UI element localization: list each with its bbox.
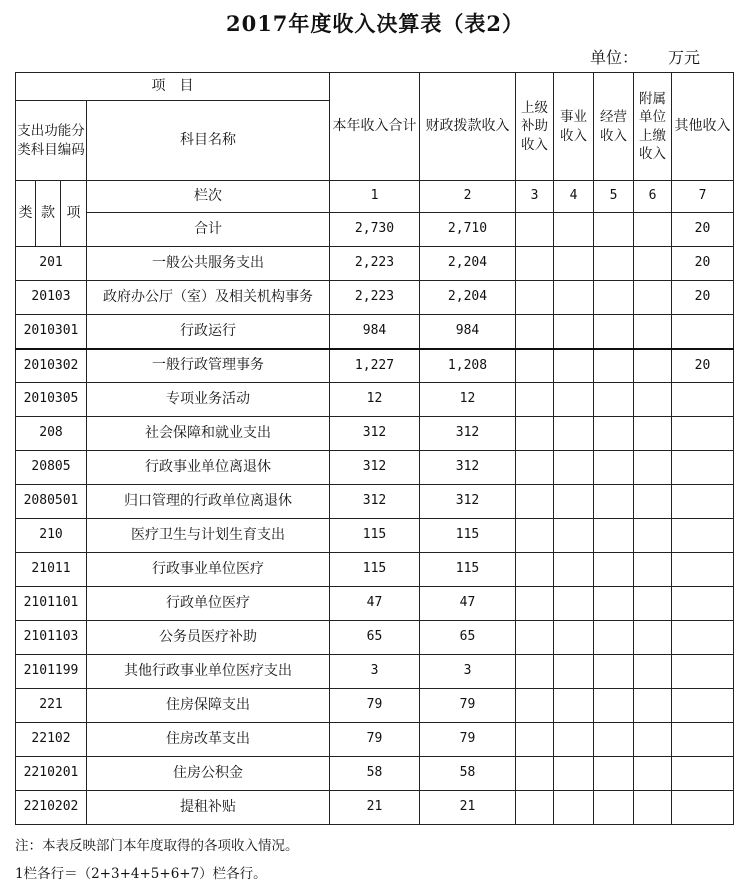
row-fiscal: 21 [420,791,516,825]
row-operating [594,757,634,791]
unit-caption: 单位： [590,48,639,67]
col-number-2: 2 [420,181,516,213]
table-row [16,791,734,825]
row-operating [594,519,634,553]
header-lanci: 栏次 [87,181,330,213]
row-superior [516,757,554,791]
row-fiscal: 115 [420,519,516,553]
row-business [554,451,594,485]
row-fiscal: 115 [420,553,516,587]
col-number-5: 5 [594,181,634,213]
table-row [16,655,734,689]
row-subsidiary [634,247,672,281]
row-subsidiary [634,451,672,485]
row-fiscal: 3 [420,655,516,689]
header-lei: 类 [16,181,36,247]
row-subsidiary [634,791,672,825]
row-operating [594,247,634,281]
row-operating [594,485,634,519]
row-total: 2,223 [330,247,420,281]
row-other [672,417,734,451]
row-other [672,655,734,689]
row-fiscal: 984 [420,315,516,349]
row-code: 221 [16,689,87,723]
row-business [554,281,594,315]
row-total: 79 [330,723,420,757]
row-name: 行政事业单位医疗 [87,553,330,587]
row-name: 行政运行 [87,315,330,349]
row-other [672,757,734,791]
col-number-1: 1 [330,181,420,213]
row-total: 47 [330,587,420,621]
row-total: 21 [330,791,420,825]
row-other [672,451,734,485]
row-superior [516,519,554,553]
page-title: 2017年度收入决算表（表2） [225,11,525,36]
row-operating [594,451,634,485]
row-code: 2101199 [16,655,87,689]
total-row-superior [516,213,554,247]
total-row-other: 20 [672,213,734,247]
row-superior [516,553,554,587]
row-code: 210 [16,519,87,553]
row-name: 住房改革支出 [87,723,330,757]
income-table [15,72,734,825]
row-superior [516,655,554,689]
row-superior [516,417,554,451]
row-code: 2010301 [16,315,87,349]
row-name: 社会保障和就业支出 [87,417,330,451]
row-total: 115 [330,519,420,553]
row-fiscal: 79 [420,723,516,757]
row-operating [594,689,634,723]
row-business [554,247,594,281]
row-subsidiary [634,587,672,621]
table-row [16,689,734,723]
header-name: 科目名称 [87,101,330,181]
header-fiscal: 财政拨款收入 [420,73,516,181]
row-subsidiary [634,281,672,315]
row-fiscal: 79 [420,689,516,723]
row-superior [516,281,554,315]
header-item: 项 目 [16,73,330,101]
table-row [16,723,734,757]
row-name: 提租补贴 [87,791,330,825]
row-total: 312 [330,417,420,451]
row-code: 2101101 [16,587,87,621]
row-superior [516,315,554,349]
row-operating [594,553,634,587]
row-fiscal: 58 [420,757,516,791]
row-superior [516,383,554,417]
row-name: 行政事业单位离退休 [87,451,330,485]
total-row-subsidiary [634,213,672,247]
row-other [672,689,734,723]
row-code: 20805 [16,451,87,485]
row-name: 公务员医疗补助 [87,621,330,655]
total-row-label: 合计 [87,213,330,247]
row-fiscal: 65 [420,621,516,655]
total-row-operating [594,213,634,247]
row-other: 20 [672,247,734,281]
row-total: 65 [330,621,420,655]
row-business [554,757,594,791]
row-superior [516,485,554,519]
row-subsidiary [634,723,672,757]
row-subsidiary [634,349,672,383]
row-operating [594,655,634,689]
row-name: 医疗卫生与计划生育支出 [87,519,330,553]
row-subsidiary [634,519,672,553]
row-other [672,553,734,587]
row-code: 201 [16,247,87,281]
row-subsidiary [634,621,672,655]
row-other [672,315,734,349]
row-name: 行政单位医疗 [87,587,330,621]
row-code: 2210202 [16,791,87,825]
row-total: 79 [330,689,420,723]
header-total: 本年收入合计 [330,73,420,181]
table-row [16,281,734,315]
row-total: 1,227 [330,349,420,383]
table-row [16,315,734,349]
table-row [16,587,734,621]
row-total: 12 [330,383,420,417]
row-superior [516,621,554,655]
row-subsidiary [634,757,672,791]
row-subsidiary [634,315,672,349]
row-subsidiary [634,689,672,723]
row-business [554,723,594,757]
row-business [554,383,594,417]
total-row-total: 2,730 [330,213,420,247]
row-other: 20 [672,281,734,315]
row-total: 2,223 [330,281,420,315]
row-name: 一般公共服务支出 [87,247,330,281]
row-fiscal: 312 [420,485,516,519]
col-number-4: 4 [554,181,594,213]
row-name: 住房保障支出 [87,689,330,723]
col-number-3: 3 [516,181,554,213]
row-fiscal: 312 [420,417,516,451]
row-subsidiary [634,383,672,417]
row-code: 22102 [16,723,87,757]
row-superior [516,791,554,825]
row-name: 政府办公厅（室）及相关机构事务 [87,281,330,315]
table-row [16,485,734,519]
table-row [16,621,734,655]
header-kuan: 款 [36,181,61,247]
row-operating [594,417,634,451]
row-fiscal: 2,204 [420,247,516,281]
row-business [554,349,594,383]
row-subsidiary [634,553,672,587]
total-row-fiscal: 2,710 [420,213,516,247]
row-total: 115 [330,553,420,587]
row-superior [516,349,554,383]
row-other [672,723,734,757]
note-line-1: 注：本表反映部门本年度取得的各项收入情况。 [15,838,299,854]
row-other [672,587,734,621]
row-total: 3 [330,655,420,689]
row-code: 2080501 [16,485,87,519]
header-business: 事业收入 [554,73,594,181]
row-business [554,485,594,519]
table-row [16,519,734,553]
row-total: 312 [330,451,420,485]
row-business [554,315,594,349]
row-operating [594,315,634,349]
table-row [16,417,734,451]
row-business [554,655,594,689]
row-name: 其他行政事业单位医疗支出 [87,655,330,689]
unit-label [590,45,700,68]
row-business [554,621,594,655]
row-other [672,621,734,655]
col-number-7: 7 [672,181,734,213]
row-name: 专项业务活动 [87,383,330,417]
row-code: 2010302 [16,349,87,383]
row-operating [594,587,634,621]
row-code: 2010305 [16,383,87,417]
header-superior: 上级补助收入 [516,73,554,181]
header-other: 其他收入 [672,73,734,181]
row-name: 归口管理的行政单位离退休 [87,485,330,519]
row-operating [594,791,634,825]
row-business [554,791,594,825]
row-superior [516,247,554,281]
header-xiang: 项 [61,181,87,247]
table-row [16,383,734,417]
table-row [16,757,734,791]
row-code: 2210201 [16,757,87,791]
row-superior [516,723,554,757]
row-code: 21011 [16,553,87,587]
row-fiscal: 1,208 [420,349,516,383]
row-code: 20103 [16,281,87,315]
row-business [554,519,594,553]
table-row [16,247,734,281]
table-row [16,451,734,485]
row-other [672,383,734,417]
row-fiscal: 12 [420,383,516,417]
row-fiscal: 312 [420,451,516,485]
row-subsidiary [634,655,672,689]
row-code: 2101103 [16,621,87,655]
row-business [554,553,594,587]
row-subsidiary [634,485,672,519]
row-fiscal: 47 [420,587,516,621]
row-operating [594,621,634,655]
row-name: 一般行政管理事务 [87,349,330,383]
header-subsidiary: 附属单位上缴收入 [634,73,672,181]
row-code: 208 [16,417,87,451]
total-row-business [554,213,594,247]
row-business [554,587,594,621]
row-operating [594,383,634,417]
row-business [554,689,594,723]
table-row [16,349,734,383]
header-operating: 经营收入 [594,73,634,181]
row-other: 20 [672,349,734,383]
note-line-2: 1栏各行＝（2+3+4+5+6+7）栏各行。 [15,866,267,882]
row-subsidiary [634,417,672,451]
row-total: 312 [330,485,420,519]
row-fiscal: 2,204 [420,281,516,315]
row-operating [594,349,634,383]
row-superior [516,587,554,621]
col-number-6: 6 [634,181,672,213]
row-total: 58 [330,757,420,791]
row-other [672,791,734,825]
row-operating [594,281,634,315]
row-operating [594,723,634,757]
unit-value: 万元 [668,48,701,67]
row-other [672,485,734,519]
row-other [672,519,734,553]
row-superior [516,451,554,485]
row-name: 住房公积金 [87,757,330,791]
header-code-group: 支出功能分类科目编码 [16,101,87,181]
row-superior [516,689,554,723]
table-row [16,553,734,587]
row-total: 984 [330,315,420,349]
row-business [554,417,594,451]
